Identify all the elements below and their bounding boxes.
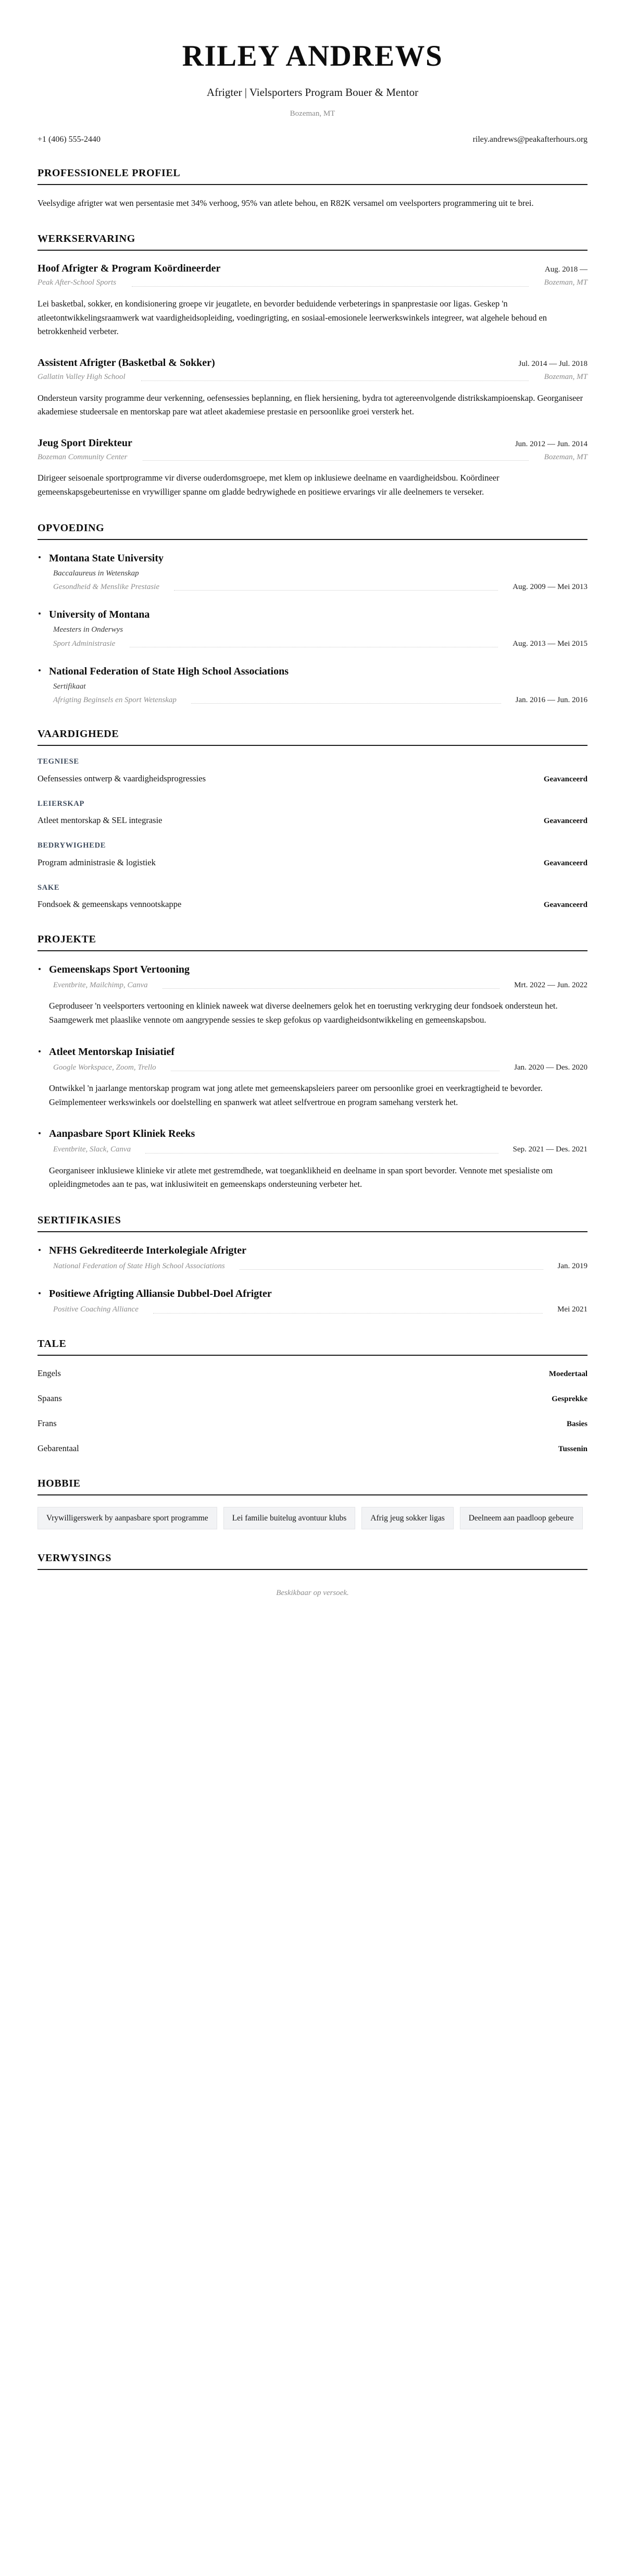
certification-name: Positiewe Afrigting Alliansie Dubbel-Doel Afrigter: [49, 1288, 272, 1300]
certification-meta: [49, 1261, 588, 1271]
experience-subheader: [38, 372, 588, 383]
bullet-icon: [39, 968, 41, 970]
section-summary: [38, 167, 588, 211]
skill-name: Oefensessies ontwerp & vaardigheidsprogressies: [38, 773, 206, 783]
certification-date: Jan. 2019: [557, 1262, 588, 1271]
project-tools: Google Workspace, Zoom, Trello: [53, 1063, 156, 1072]
language-row: [38, 1392, 588, 1405]
job-title: Jeug Sport Direkteur: [38, 437, 132, 449]
job-description: Ondersteun varsity programme deur verkenning, oefensessies beplanning, en fliek hersiening, bydra tot agtereenvolgende distrikskampioenskap. Georganiseer akademiese studeersale en mentorskap pare wat atleet akademiese prestasie en persoonlike groei versterk het.: [38, 392, 583, 417]
education-field: Afrigting Beginsels en Sport Wetenskap: [53, 696, 177, 705]
certification-item: [38, 1287, 588, 1315]
education-meta: [49, 582, 588, 592]
dotted-leader: [162, 983, 500, 989]
job-date: Jun. 2012 — Jun. 2014: [515, 439, 588, 448]
project-tools: Eventbrite, Slack, Canva: [53, 1145, 131, 1154]
skill-level: Geavanceerd: [543, 900, 588, 909]
language-level: Moedertaal: [548, 1369, 588, 1378]
dotted-leader: [145, 1148, 498, 1154]
dotted-leader: [174, 585, 498, 591]
page-title: RILEY ANDREWS: [182, 40, 443, 72]
dotted-leader: [240, 1264, 543, 1270]
section-divider: [38, 745, 588, 746]
skill-group: [38, 757, 588, 784]
dotted-leader: [130, 642, 498, 647]
job-description: Dirigeer seisoenale sportprogramme vir diverse ouderdomsgroepe, met klem op inklusiewe deelname en vaardigheidsbou. Koördineer gemeenskapsgebeurtenisse en vrywilliger spanne om gladde bedrywighede en positiewe ervarings vir alle deelnemers te verseker.: [38, 473, 499, 497]
section-languages: [38, 1338, 588, 1455]
header-location: Bozeman, MT: [290, 109, 335, 118]
bullet-icon: [39, 1249, 41, 1251]
education-meta: [49, 695, 588, 705]
section-divider: [38, 1355, 588, 1356]
skill-row: [38, 814, 588, 827]
bullet-icon: [39, 1292, 41, 1294]
section-divider: [38, 250, 588, 251]
education-field: Sport Administrasie: [53, 639, 116, 648]
skill-category: TEGNIESE: [38, 757, 79, 766]
section-title-education: OPVOEDING: [38, 522, 105, 534]
job-date: Aug. 2018 —: [544, 265, 588, 274]
project-meta: [49, 1144, 588, 1155]
project-name: Atleet Mentorskap Inisiatief: [49, 1046, 175, 1058]
section-education: [38, 522, 588, 706]
language-level: Basies: [566, 1419, 588, 1428]
project-date: Jan. 2020 — Des. 2020: [514, 1063, 588, 1072]
project-date: Sep. 2021 — Des. 2021: [512, 1145, 588, 1154]
education-date: Aug. 2009 — Mei 2013: [512, 583, 588, 592]
language-name: Engels: [38, 1368, 61, 1378]
hobby-tag-list: [38, 1507, 588, 1529]
section-divider: [38, 1494, 588, 1495]
certification-meta: [49, 1304, 588, 1315]
language-name: Frans: [38, 1418, 57, 1428]
summary-text: Veelsydige afrigter wat wen persentasie met 34% verhoog, 95% van atlete behou, en R82K versamel om veelsporters programmering uit te brei.: [38, 198, 534, 208]
language-row: [38, 1367, 588, 1380]
job-location: Bozeman, MT: [544, 278, 588, 287]
education-degree: Meesters in Onderwys: [53, 625, 123, 634]
project-item: [38, 1045, 588, 1110]
project-meta: [49, 980, 588, 990]
section-title-projects: PROJEKTE: [38, 933, 96, 945]
language-level: Tussenin: [558, 1444, 588, 1453]
section-divider: [38, 950, 588, 951]
experience-header: [38, 437, 588, 450]
job-organization: Bozeman Community Center: [38, 452, 128, 461]
education-field: Gesondheid & Menslike Prestasie: [53, 583, 159, 592]
section-experience: [38, 233, 588, 499]
education-school: National Federation of State High School Associations: [49, 665, 289, 677]
project-tools: Eventbrite, Mailchimp, Canva: [53, 980, 148, 989]
project-description: Geproduseer 'n veelsporters vertooning en kliniek naweek wat diverse deelnemers gelok het en toerusting verkryging deur fondsoek ondersteun het. Saamgewerk met plaaslike vennote om aangrypende sessies te skep gefokus op vaardigheidsontwikkeling en gemeenskapsbou.: [49, 1001, 558, 1025]
certification-item: [38, 1244, 588, 1271]
education-item: [38, 608, 588, 649]
bullet-icon: [39, 556, 41, 558]
section-title-hobbies: HOBBIE: [38, 1477, 81, 1489]
education-school: Montana State University: [49, 552, 164, 564]
contact-row: [38, 135, 588, 144]
section-projects: [38, 934, 588, 1192]
dotted-leader: [171, 1065, 500, 1071]
skill-category: LEIERSKAP: [38, 799, 85, 808]
education-degree: Sertifikaat: [53, 682, 86, 691]
skill-level: Geavanceerd: [543, 858, 588, 867]
section-title-summary: PROFESSIONELE PROFIEL: [38, 167, 181, 179]
section-divider: [38, 184, 588, 185]
section-title-experience: WERKSERVARING: [38, 233, 135, 245]
experience-item: [38, 437, 588, 499]
section-title-languages: TALE: [38, 1338, 67, 1350]
certification-name: NFHS Gekrediteerde Interkolegiale Afrigter: [49, 1245, 246, 1257]
skill-group: [38, 841, 588, 868]
dotted-leader: [191, 698, 501, 704]
section-title-references: VERWYSINGS: [38, 1552, 111, 1564]
certification-issuer: Positive Coaching Alliance: [53, 1305, 139, 1314]
education-school: University of Montana: [49, 609, 150, 621]
skill-group: [38, 800, 588, 827]
phone-number[interactable]: +1 (406) 555-2440: [38, 134, 101, 144]
section-divider: [38, 539, 588, 540]
dotted-leader: [141, 375, 529, 381]
experience-item: [38, 357, 588, 419]
dotted-leader: [153, 1308, 543, 1314]
section-skills: [38, 728, 588, 911]
project-item: [38, 963, 588, 1027]
skill-row: [38, 898, 588, 911]
education-date: Aug. 2013 — Mei 2015: [512, 639, 588, 648]
hobby-tag: Lei familie buitelug avontuur klubs: [223, 1507, 356, 1529]
education-item: [38, 665, 588, 706]
project-description: Ontwikkel 'n jaarlange mentorskap program wat jong atlete met gemeenskapsleiers pareer om persoonlike groei en veerkragtigheid te bevorder. Geïmplementeer werkswinkels oor doelstelling en spanwerk wat atleet selfvertroue en program samehang versterk het.: [49, 1083, 543, 1107]
skill-row: [38, 856, 588, 869]
project-meta: [49, 1062, 588, 1073]
project-date: Mrt. 2022 — Jun. 2022: [514, 980, 588, 989]
job-title: Assistent Afrigter (Basketbal & Sokker): [38, 357, 215, 369]
hobby-tag: Vrywilligerswerk by aanpasbare sport programme: [38, 1507, 217, 1529]
certification-issuer: National Federation of State High School Associations: [53, 1262, 225, 1271]
skill-name: Program administrasie & logistiek: [38, 857, 156, 867]
skill-level: Geavanceerd: [543, 775, 588, 783]
section-divider: [38, 1231, 588, 1232]
email-address[interactable]: riley.andrews@peakafterhours.org: [472, 134, 588, 144]
dotted-leader: [143, 455, 528, 461]
section-title-certifications: SERTIFIKASIES: [38, 1215, 121, 1226]
education-item: [38, 551, 588, 593]
language-level: Gesprekke: [552, 1394, 588, 1403]
job-description: Lei basketbal, sokker, en kondisionering groepe vir jeugatlete, en bevorder beduidende verbeterings in spanprestasie oor ligas. Geskep 'n atleetontwikkelingsraamwerk wat vaardigheidsopleiding, voedingrigting, en sosiaal-emosionele leerwerkswinkels integreer, wat algehele behoud en betrokkenheid verbeter.: [38, 298, 547, 337]
experience-header: [38, 357, 588, 370]
experience-subheader: [38, 278, 588, 288]
job-title: Hoof Afrigter & Program Koördineerder: [38, 263, 221, 275]
language-row: [38, 1417, 588, 1430]
professional-headline: Afrigter | Vielsporters Program Bouer & Mentor: [206, 85, 419, 99]
skill-name: Fondsoek & gemeenskaps vennootskappe: [38, 899, 182, 909]
education-meta: [49, 639, 588, 649]
project-name: Aanpasbare Sport Kliniek Reeks: [49, 1128, 195, 1140]
skill-category: SAKE: [38, 883, 60, 892]
bullet-icon: [39, 669, 41, 671]
job-location: Bozeman, MT: [544, 373, 588, 382]
language-name: Gebarentaal: [38, 1443, 79, 1453]
project-item: [38, 1127, 588, 1192]
experience-item: [38, 262, 588, 339]
job-organization: Peak After-School Sports: [38, 278, 117, 287]
references-text: Beskikbaar op versoek.: [276, 1588, 349, 1597]
skill-group: [38, 884, 588, 911]
education-degree: Baccalaureus in Wetenskap: [53, 569, 139, 578]
section-title-skills: VAARDIGHEDE: [38, 728, 119, 740]
job-location: Bozeman, MT: [544, 452, 588, 461]
section-references: [38, 1552, 588, 1599]
education-date: Jan. 2016 — Jun. 2016: [515, 696, 588, 705]
hobby-tag: Afrig jeug sokker ligas: [361, 1507, 453, 1529]
experience-header: [38, 262, 588, 275]
experience-subheader: [38, 452, 588, 463]
job-date: Jul. 2014 — Jul. 2018: [518, 360, 588, 369]
skill-row: [38, 772, 588, 785]
project-description: Georganiseer inklusiewe klinieke vir atlete met gestremdhede, wat toeganklikheid en deelname in span sport bevorder. Vennote met spesialiste om opleidingmetodes aan te pas, wat inklusiwiteit en gemeenskaps ondersteuning verbeter het.: [49, 1165, 553, 1189]
language-name: Spaans: [38, 1393, 62, 1403]
section-certifications: [38, 1215, 588, 1315]
section-divider: [38, 1569, 588, 1570]
bullet-icon: [39, 612, 41, 615]
dotted-leader: [132, 281, 529, 287]
skill-name: Atleet mentorskap & SEL integrasie: [38, 815, 162, 826]
section-hobbies: [38, 1478, 588, 1529]
bullet-icon: [39, 1050, 41, 1052]
bullet-icon: [39, 1132, 41, 1134]
skill-category: BEDRYWIGHEDE: [38, 841, 106, 850]
resume-header: [38, 0, 588, 144]
job-organization: Gallatin Valley High School: [38, 373, 126, 382]
skill-level: Geavanceerd: [543, 817, 588, 826]
project-name: Gemeenskaps Sport Vertooning: [49, 963, 190, 975]
hobby-tag: Deelneem aan paadloop gebeure: [460, 1507, 583, 1529]
language-row: [38, 1442, 588, 1455]
certification-date: Mei 2021: [557, 1305, 588, 1314]
